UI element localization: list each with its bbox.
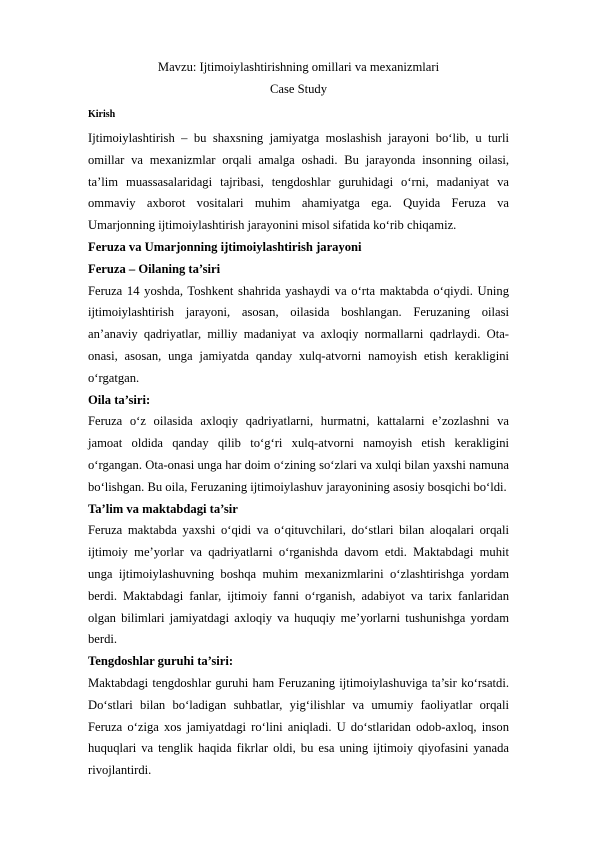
peers-paragraph: Maktabdagi tengdoshlar guruhi ham Feruzaning ijtimoiylashuviga ta’sir ko‘rsatdi. Do‘stlari bilan bo‘ladigan suhbatlar, yig‘ilishlar va umumiy faoliyatlar orqali Feruza o‘ziga xos jamiyatdagi ro‘lini aniqladi. U do‘stlaridan odob-axloq, inson huquqlari va tenglik haqida fikrlar oldi, bu esa uning ijtimoiy qiyofasini yanada rivojlantirdi.: [88, 675, 509, 778]
document-subtitle: Case Study: [269, 82, 328, 96]
section-heading: Feruza va Umarjonning ijtimoiylashtirish jarayoni: [88, 239, 362, 254]
family-influence-heading: Oila ta’siri:: [88, 392, 151, 407]
family-heading: Feruza – Oilaning ta’siri: [88, 261, 221, 276]
family-influence-paragraph: Feruza o‘z oilasida axloqiy qadriyatlarni, hurmatni, kattalarni e’zozlashni va jamoat oldida qanday qilib to‘g‘ri xulq-atvorni namoyish etish kerakligini o‘rgangan. Ota-onasi unga har doim o‘zining so‘zlari va xulqi bilan yaxshi namuna bo‘lishgan. Bu oila, Feruzaning ijtimoiylashuv jarayonining asosiy bosqichi bo‘ldi.: [88, 414, 509, 494]
family-paragraph: Feruza 14 yoshda, Toshkent shahrida yashaydi va o‘rta maktabda o‘qiydi. Uning ijtimoiylashtirish jarayoni, asosan, oilasida boshlangan. Feruzaning oilasi an’anaviy qadriyatlar, milliy madaniyat va axloqiy normallarni qadrlaydi. Ota-onasi, asosan, unga jamiyatda qanday xulq-atvorni namoyish etish kerakligini o‘rgatgan.: [88, 283, 509, 385]
document-title: Mavzu: Ijtimoiylashtirishning omillari va mexanizmlari: [157, 60, 440, 74]
school-heading: Ta’lim va maktabdagi ta’sir: [88, 501, 238, 516]
intro-heading: Kirish: [88, 109, 116, 120]
document-page: [88, 56, 509, 782]
peers-heading: Tengdoshlar guruhi ta’siri:: [88, 654, 234, 669]
intro-paragraph: Ijtimoiylashtirish – bu shaxsning jamiyatga moslashish jarayoni bo‘lib, u turli omillar va mexanizmlar orqali amalga oshadi. Bu jarayonda insonning oilasi, ta’lim muassasalaridagi tajribasi, tengdoshlar guruhidagi o‘rni, madaniyat va ommaviy axborot vositalari muhim ahamiyatga ega. Quyida Feruza va Umarjonning ijtimoiylashtirish jarayonini misol sifatida ko‘rib chiqamiz.: [88, 131, 509, 233]
school-paragraph: Feruza maktabda yaxshi o‘qidi va o‘qituvchilari, do‘stlari bilan aloqalari orqali ijtimoiy me’yorlar va qadriyatlarni o‘rganishda davom etdi. Maktabdagi muhit unga ijtimoiylashuvning boshqa muhim mexanizmlarini o‘zlashtirishga yordam berdi. Maktabdagi fanlar, ijtimoiy fanni o‘rganish, adabiyot va tarix fanlaridan olgan bilimlari jamiyatdagi axloqiy va huquqiy me’yorlarni tushunishga yordam berdi.: [88, 523, 509, 647]
